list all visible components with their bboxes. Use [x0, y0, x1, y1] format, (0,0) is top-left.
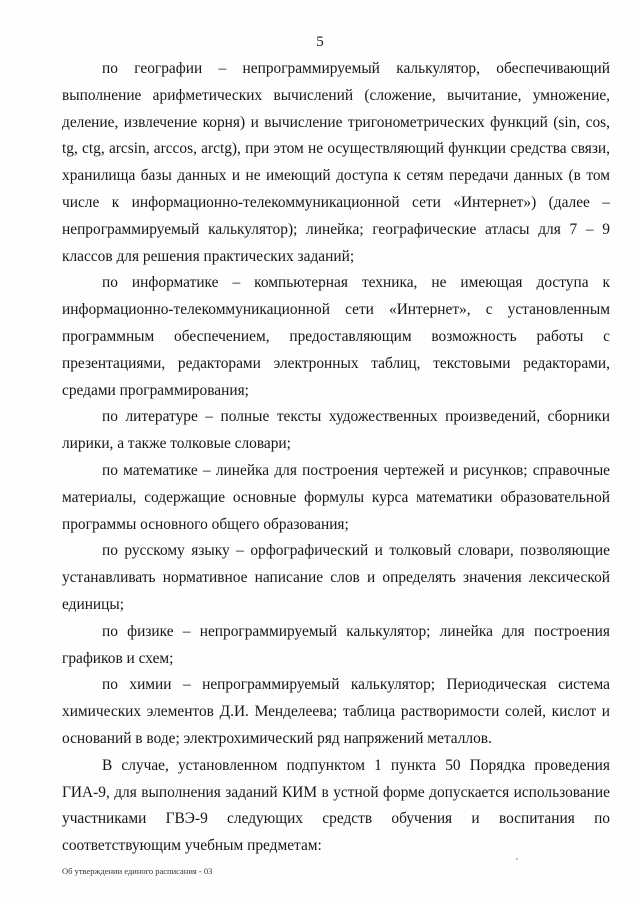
paragraph-chemistry: по химии – непрограммируемый калькулятор; Периодическая система химических элементов Д.И. Менделеева; таблица растворимости солей, кислот и оснований в воде; электрохимический ряд напряжений металлов. — [62, 676, 610, 747]
scan-speck — [516, 858, 518, 860]
paragraph-russian: по русскому языку – орфографический и толковый словари, позволяющие устанавливать нормативное написание слов и определять значения лексической единицы; — [62, 542, 610, 613]
document-body — [62, 56, 610, 860]
footer-note: Об утверждении единого расписания - 03 — [62, 866, 213, 876]
paragraph-informatics: по информатике – компьютерная техника, не имеющая доступа к информационно-телекоммуникационной сети «Интернет», с установленным программным обеспечением, предоставляющим возможность работы с презентациями, редакторами электронных таблиц, текстовыми редакторами, средами программирования; — [62, 274, 610, 399]
paragraph-literature: по литературе – полные тексты художественных произведений, сборники лирики, а также толковые словари; — [62, 408, 610, 453]
page-number: 5 — [316, 34, 324, 50]
paragraph-mathematics: по математике – линейка для построения чертежей и рисунков; справочные материалы, содержащие основные формулы курса математики образовательной программы основного общего образования; — [62, 461, 610, 533]
paragraph-physics: по физике – непрограммируемый калькулятор; линейка для построения графиков и схем; — [62, 622, 610, 667]
paragraph-oral-exam: В случае, установленном подпунктом 1 пункта 50 Порядка проведения ГИА-9, для выполнения заданий КИМ в устной форме допускается использование участниками ГВЭ-9 следующих средств обучения и воспитания по соответствующим учебным предметам: — [62, 756, 610, 855]
paragraph-geography: по географии – непрограммируемый калькулятор, обеспечивающий выполнение арифметических вычислений (сложение, вычитание, умножение, деление, извлечение корня) и вычисление тригонометрических функций (sin, cos, tg, ctg, arcsin, arccos, arctg), при этом не осуществляющий функции средства связи, хранилища базы данных и не имеющий доступа к сетям передачи данных (в том числе к информационно-телекоммуникационной сети «Интернет») (далее – непрограммируемый калькулятор); линейка; географические атласы для 7 – 9 классов для решения практических заданий; — [62, 60, 610, 265]
